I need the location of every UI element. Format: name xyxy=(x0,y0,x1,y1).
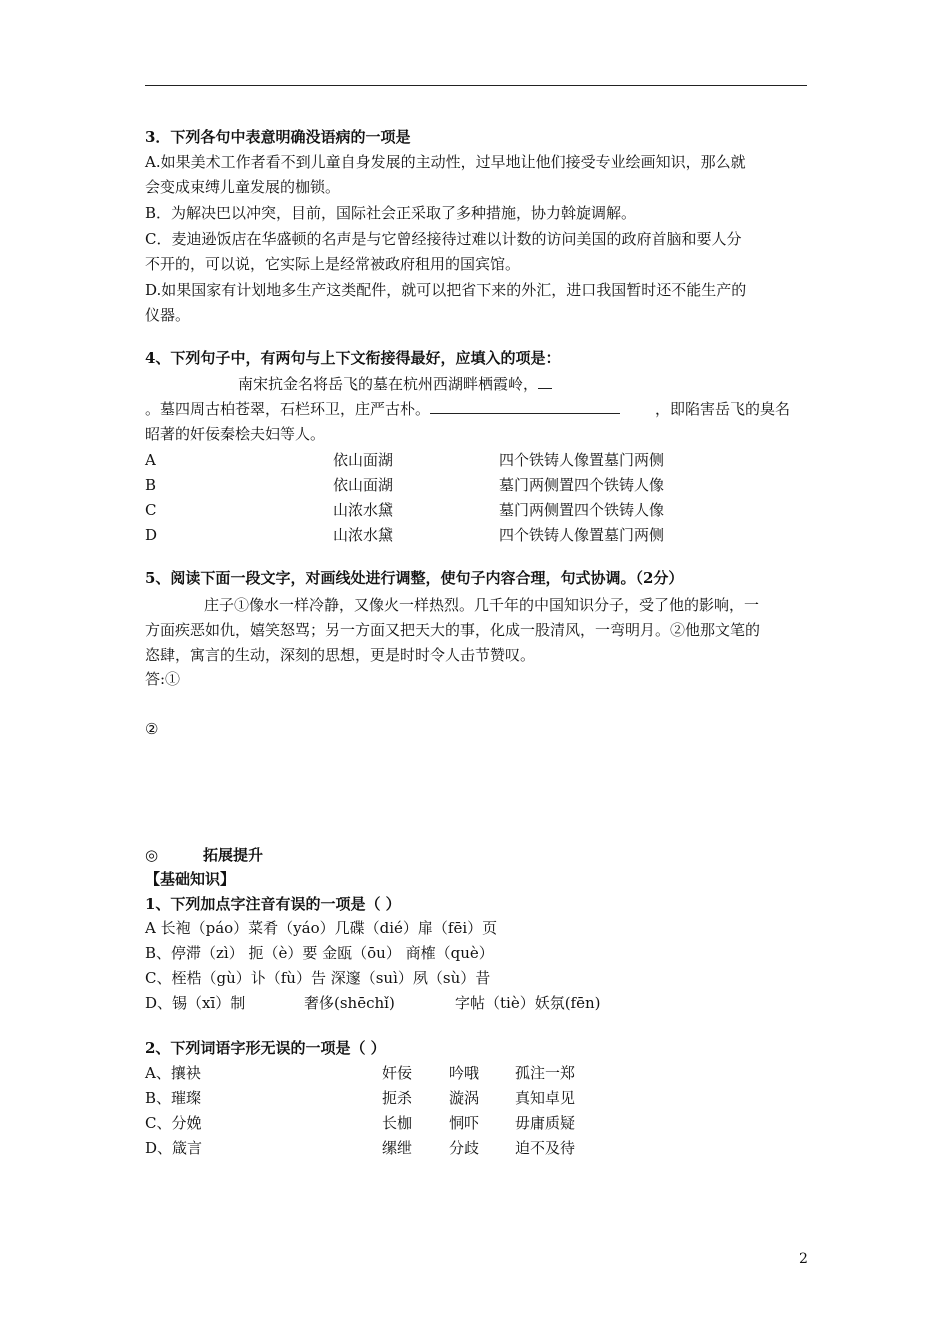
q3-option-d-line2: 仪器。 xyxy=(145,306,191,324)
e1-option-b: B、停滞（zì） 扼（è）要 金瓯（ōu） 商榷（què） xyxy=(145,944,494,962)
q3-option-b: B．为解决巴以冲突，目前，国际社会正采取了多种措施，协力斡旋调解。 xyxy=(145,204,637,222)
e2-option-d xyxy=(145,1138,805,1158)
word-2: 分歧 xyxy=(449,1139,480,1157)
word-3: 孤注一郑 xyxy=(515,1064,576,1082)
q5-passage-line2: 方面疾恶如仇，嬉笑怒骂；另一方面又把天大的事，化成一股清风，一弯明月。②他那文笔的 xyxy=(145,621,761,639)
page-number: 2 xyxy=(799,1251,808,1267)
q4-option-a xyxy=(145,450,805,470)
e1-option-d xyxy=(145,993,805,1013)
q5-answer-2: ② xyxy=(145,720,159,738)
e1-option-d-part2: 奢侈(shēchǐ) xyxy=(304,994,395,1012)
q4-passage-line3: 昭著的奸佞秦桧夫妇等人。 xyxy=(145,425,326,443)
option-second: 四个铁铸人像置墓门两侧 xyxy=(499,451,665,469)
option-first: 山浓水黛 xyxy=(333,526,394,544)
e1-option-a: A 长袍（páo）菜肴（yáo）几碟（dié）扉（fēi）页 xyxy=(145,919,498,937)
option-letter: D xyxy=(145,526,158,544)
word-1: 奸佞 xyxy=(382,1064,413,1082)
e2-option-c xyxy=(145,1113,805,1133)
option-second: 墓门两侧置四个铁铸人像 xyxy=(499,501,665,519)
e1-option-d-part3: 字帖（tiè）妖氛(fēn) xyxy=(455,994,601,1012)
extension-title: 拓展提升 xyxy=(203,846,264,864)
q4-passage-text2a: 。墓四周古柏苍翠，石栏环卫，庄严古朴。 xyxy=(145,400,431,418)
q4-option-b xyxy=(145,475,805,495)
q4-passage-line1 xyxy=(238,374,552,394)
option-label: C、分娩 xyxy=(145,1114,202,1132)
option-letter: B xyxy=(145,476,157,494)
q5-title: 5、阅读下面一段文字，对画线处进行调整，使句子内容合理，句式协调。（2分） xyxy=(145,569,684,587)
word-1: 长枷 xyxy=(382,1114,413,1132)
e2-title: 2、下列词语字形无误的一项是（ ） xyxy=(145,1039,386,1057)
q3-option-a-line2: 会变成束缚儿童发展的枷锁。 xyxy=(145,178,341,196)
q4-title: 4、下列句子中，有两句与上下文衔接得最好，应填入的项是： xyxy=(145,349,561,367)
q3-option-a-line1: A.如果美术工作者看不到儿童自身发展的主动性，过早地让他们接受专业绘画知识，那么就 xyxy=(145,153,746,171)
option-label: B、璀璨 xyxy=(145,1089,202,1107)
q4-passage-text1: 南宋抗金名将岳飞的墓在杭州西湖畔栖霞岭， xyxy=(238,375,539,393)
option-letter: C xyxy=(145,501,157,519)
q4-passage-text2b: ，即陷害岳飞的臭名 xyxy=(655,400,791,418)
blank-2 xyxy=(430,399,620,414)
e2-option-b xyxy=(145,1088,805,1108)
extension-header xyxy=(145,845,264,865)
option-label: D、箴言 xyxy=(145,1139,203,1157)
q3-title: 3．下列各句中表意明确没语病的一项是 xyxy=(145,128,411,146)
basic-knowledge-title: 【基础知识】 xyxy=(145,870,236,888)
q4-option-d xyxy=(145,525,805,545)
option-second: 墓门两侧置四个铁铸人像 xyxy=(499,476,665,494)
q5-answer-1: 答:① xyxy=(145,670,181,688)
e2-option-a xyxy=(145,1063,805,1083)
word-3: 真知卓见 xyxy=(515,1089,576,1107)
option-first: 依山面湖 xyxy=(333,451,394,469)
option-first: 山浓水黛 xyxy=(333,501,394,519)
option-letter: A xyxy=(145,451,156,469)
option-label: A、攘袂 xyxy=(145,1064,201,1082)
q3-option-c-line2: 不开的，可以说，它实际上是经常被政府租用的国宾馆。 xyxy=(145,255,521,273)
q5-passage-line3: 恣肆，寓言的生动，深刻的思想，更是时时令人击节赞叹。 xyxy=(145,646,536,664)
word-3: 毋庸质疑 xyxy=(515,1114,576,1132)
word-1: 扼杀 xyxy=(382,1089,413,1107)
e1-option-c: C、桎梏（gù）讣（fù）告 深邃（suì）夙（sù）昔 xyxy=(145,969,491,987)
option-first: 依山面湖 xyxy=(333,476,394,494)
q4-passage-line2 xyxy=(145,399,790,419)
word-2: 恫吓 xyxy=(449,1114,480,1132)
word-2: 漩涡 xyxy=(449,1089,480,1107)
circle-mark-icon: ◎ xyxy=(145,846,159,864)
word-1: 缧绁 xyxy=(382,1139,413,1157)
q5-passage-line1: 庄子①像水一样冷静，又像火一样热烈。几千年的中国知识分子，受了他的影响，一 xyxy=(204,596,760,614)
word-2: 吟哦 xyxy=(449,1064,480,1082)
q3-option-c-line1: C．麦迪逊饭店在华盛顿的名声是与它曾经接待过难以计数的访问美国的政府首脑和要人分 xyxy=(145,230,742,248)
blank-1 xyxy=(538,374,552,389)
header-rule xyxy=(145,85,807,86)
q3-option-d-line1: D.如果国家有计划地多生产这类配件，就可以把省下来的外汇，进口我国暂时还不能生产的 xyxy=(145,281,747,299)
q4-option-c xyxy=(145,500,805,520)
e1-option-d-part1: D、锡（xī）制 xyxy=(145,994,246,1012)
e1-title: 1、下列加点字注音有误的一项是（ ） xyxy=(145,895,401,913)
word-3: 迫不及待 xyxy=(515,1139,576,1157)
option-second: 四个铁铸人像置墓门两侧 xyxy=(499,526,665,544)
